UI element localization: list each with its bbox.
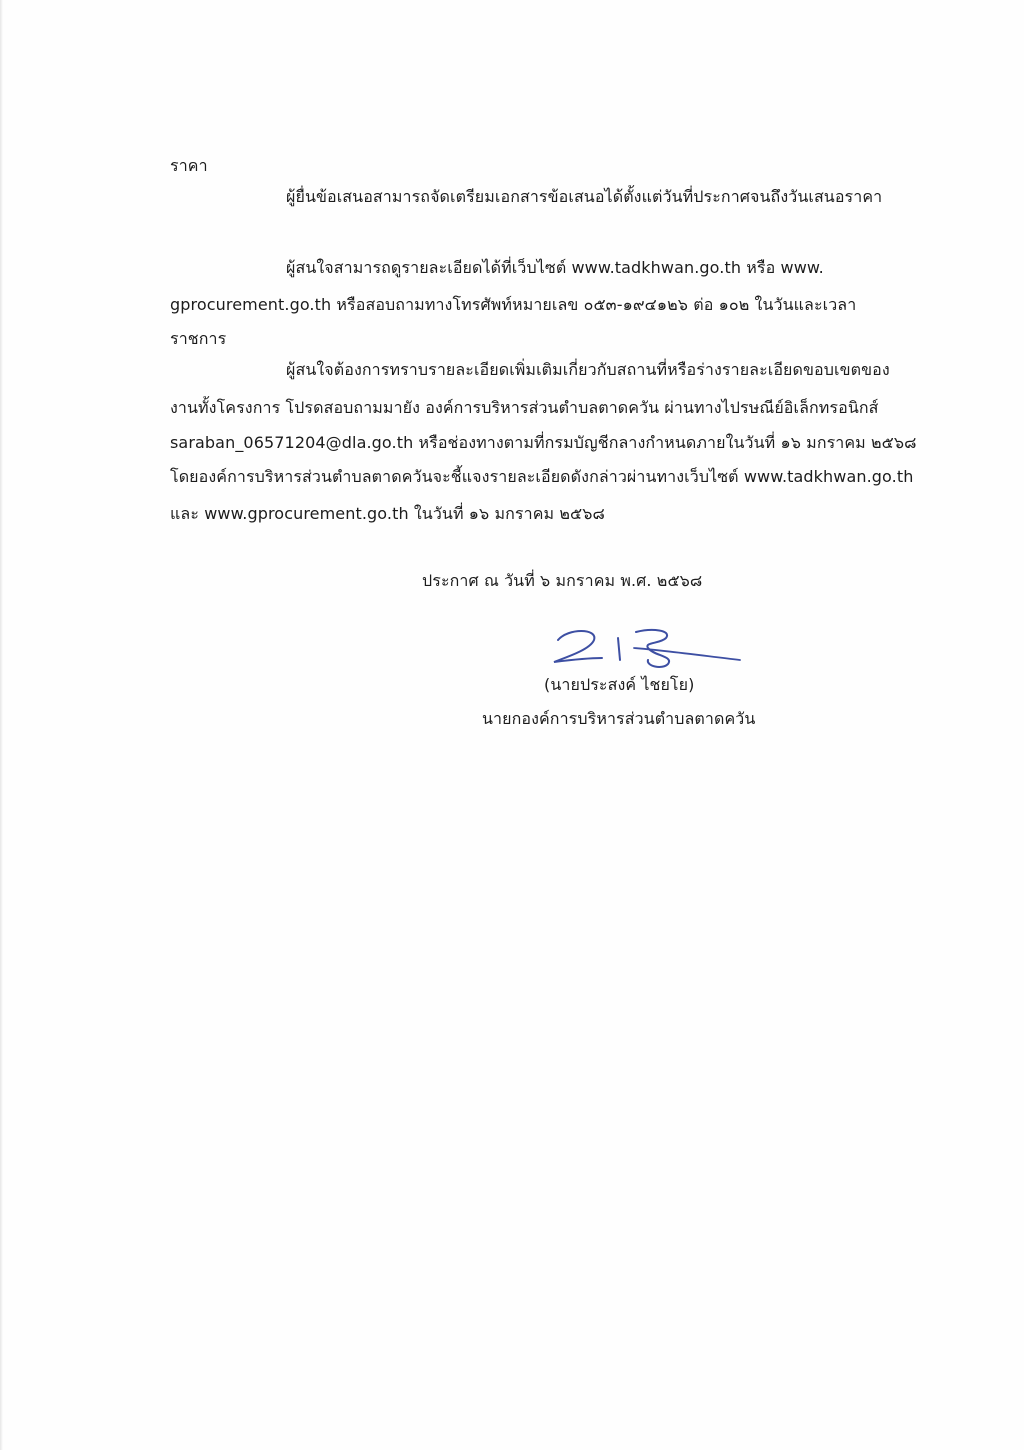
text-line-4: gprocurement.go.th หรือสอบถามทางโทรศัพท์หมายเลข ๐๕๓-๑๙๔๑๒๖ ต่อ ๑๐๒ ในวันและเวลา (170, 295, 857, 314)
text-line-1: ราคา (170, 156, 208, 175)
text-line-2: ผู้ยื่นข้อเสนอสามารถจัดเตรียมเอกสารข้อเสนอได้ตั้งแต่วันที่ประกาศจนถึงวันเสนอราคา (286, 187, 883, 206)
handwritten-signature (540, 618, 750, 678)
signatory-name: (นายประสงค์ ไชยโย) (544, 675, 695, 694)
text-line-7: งานทั้งโครงการ โปรดสอบถามมายัง องค์การบริหารส่วนตำบลตาดควัน ผ่านทางไปรษณีย์อิเล็กทรอนิกส์ (170, 398, 879, 417)
text-line-8: saraban_06571204@dla.go.th หรือช่องทางตามที่กรมบัญชีกลางกำหนดภายในวันที่ ๑๖ มกราคม ๒๕๖๘ (170, 433, 917, 452)
text-line-3: ผู้สนใจสามารถดูรายละเอียดได้ที่เว็บไซต์ www.tadkhwan.go.th หรือ www. (286, 258, 824, 277)
announcement-date: ประกาศ ณ วันที่ ๖ มกราคม พ.ศ. ๒๕๖๘ (422, 571, 703, 590)
text-line-9: โดยองค์การบริหารส่วนตำบลตาดควันจะชี้แจงรายละเอียดดังกล่าวผ่านทางเว็บไซต์ www.tadkhwan.go.th (170, 467, 914, 486)
text-line-10: และ www.gprocurement.go.th ในวันที่ ๑๖ มกราคม ๒๕๖๘ (170, 504, 605, 523)
text-line-5: ราชการ (170, 329, 227, 348)
text-line-6: ผู้สนใจต้องการทราบรายละเอียดเพิ่มเติมเกี่ยวกับสถานที่หรือร่างรายละเอียดขอบเขตของ (286, 360, 890, 379)
signatory-position: นายกองค์การบริหารส่วนตำบลตาดควัน (482, 709, 756, 728)
scan-edge (0, 0, 3, 1450)
